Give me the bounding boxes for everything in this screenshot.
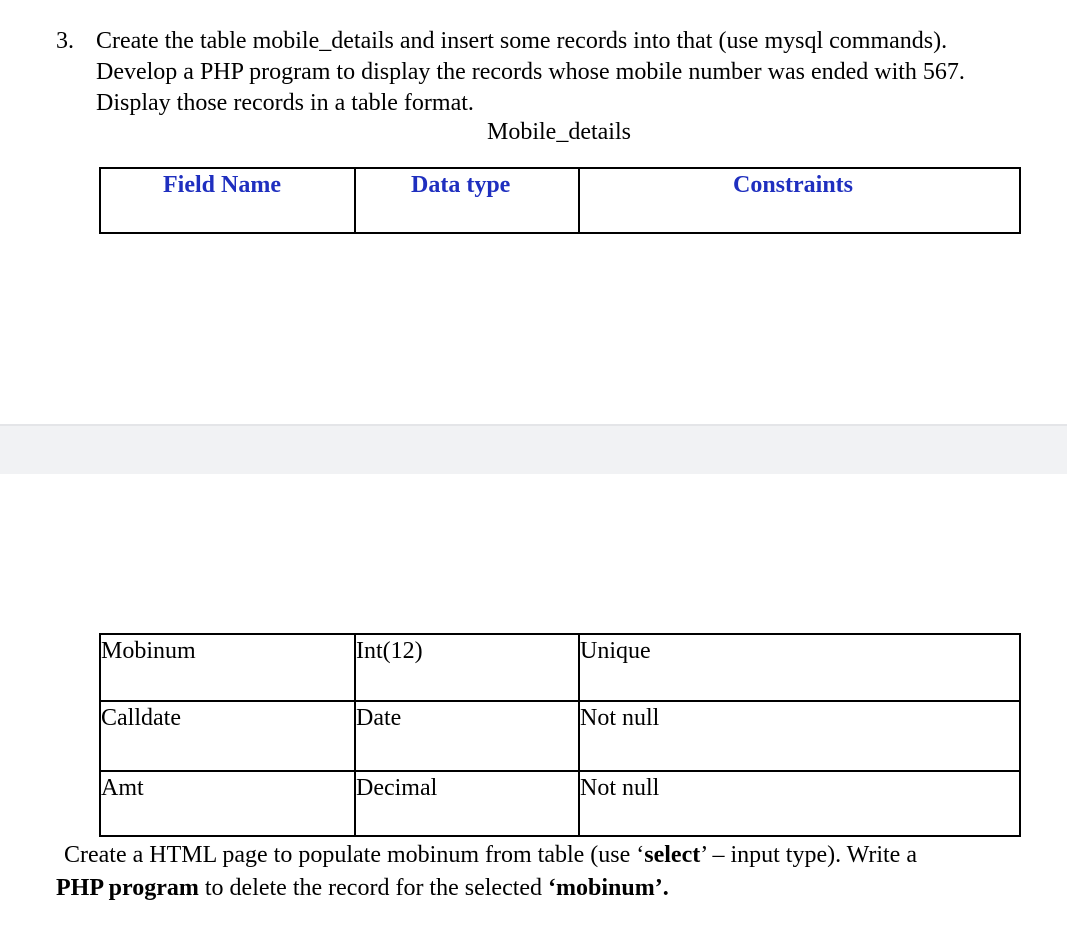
table-body <box>99 633 1021 837</box>
cell-constraints: Not null <box>579 701 1020 771</box>
page-break-divider <box>0 424 1067 474</box>
bold-keyword: PHP program <box>56 875 199 901</box>
bold-keyword: select <box>644 842 701 868</box>
follow-up-question <box>56 839 1056 905</box>
cell-data-type: Int(12) <box>355 634 579 701</box>
column-header-constraints: Constraints <box>579 168 1020 233</box>
cell-field-name: Calldate <box>100 701 355 771</box>
cell-field-name: Mobinum <box>100 634 355 701</box>
cell-data-type: Date <box>355 701 579 771</box>
cell-constraints: Unique <box>579 634 1020 701</box>
question-line: Develop a PHP program to display the records whose mobile number was ended with 567. <box>96 59 965 85</box>
follow-up-line <box>56 872 1056 905</box>
question-line: Display those records in a table format. <box>96 90 474 116</box>
text-span: to delete the record for the selected <box>198 875 549 901</box>
cell-data-type: Decimal <box>355 771 579 836</box>
table-row <box>100 771 1020 836</box>
text-span: ’ – input type). Write a <box>700 842 917 868</box>
bold-keyword: ‘mobinum’. <box>548 875 669 901</box>
follow-up-line <box>56 839 1056 872</box>
table-row <box>100 634 1020 701</box>
table-row <box>100 701 1020 771</box>
table-caption: Mobile_details <box>487 119 631 145</box>
text-span: Create a HTML page to populate mobinum from table (use ‘ <box>64 842 645 868</box>
column-header-data-type: Data type <box>355 168 579 233</box>
table-header <box>99 167 1021 234</box>
column-header-field-name: Field Name <box>100 168 355 233</box>
question-text <box>96 26 1066 119</box>
cell-constraints: Not null <box>579 771 1020 836</box>
question-number: 3. <box>56 28 74 54</box>
cell-field-name: Amt <box>100 771 355 836</box>
question-line: Create the table mobile_details and insert some records into that (use mysql commands). <box>96 28 948 54</box>
